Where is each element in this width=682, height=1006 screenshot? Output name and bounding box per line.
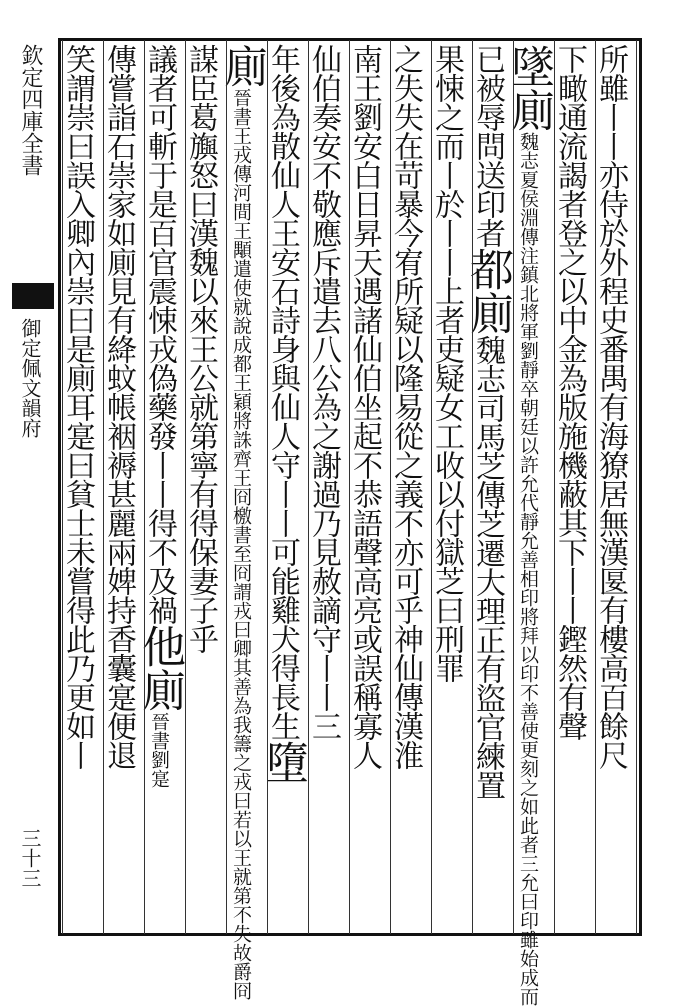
column-text: 仙伯奏安不敬應斥遣去八公為之謝過乃見赦謫守丨丨三 [306, 44, 341, 740]
column-rule [267, 40, 268, 934]
column-rule [472, 40, 473, 934]
text-column [134, 44, 185, 932]
column-text: 下瞰通流謁者登之以中金為版施機蔽其下丨丨鏗然有聲 [552, 44, 587, 740]
text-column [462, 44, 513, 932]
column-rule [595, 40, 596, 934]
text-column [60, 44, 101, 932]
headword: 廁 [216, 44, 267, 88]
column-rule [513, 40, 514, 934]
text-column [216, 44, 267, 1000]
column-text: 議者可斬于是百官震悚戎偽藥發丨丨得不及禍 [142, 44, 177, 624]
column-text: 年後為散仙人王安石詩身與仙人守丨丨可能雞犬得長生 [265, 44, 300, 740]
column-rule [226, 40, 227, 934]
column-text: 謀臣葛旟怒曰漢魏以來王公就第寧有得保妻子乎 [183, 44, 218, 653]
column-rule [636, 40, 637, 934]
column-text: 之失失在苛暴今宥所疑以隆易從之義不亦可乎神仙傳漢淮 [388, 44, 423, 769]
margin-book-title: 御定佩文韻府 [18, 318, 42, 438]
column-text: 果悚之而丨於丨丨上者吏疑女工收以付獄芝曰刑罪 [429, 44, 464, 682]
column-rule [103, 40, 104, 934]
text-column [388, 44, 429, 932]
annotation-text: 魏志夏侯淵傳注鎮北將軍劉靜卒朝廷以許允代靜允善相印將拜以印不善使更刻之如此者三允曰印雖始成而 [517, 132, 539, 1006]
headword: 墮 [257, 740, 308, 784]
column-rule [144, 40, 145, 934]
column-rule [62, 40, 63, 934]
annotation-text: 晉書王戎傳河間王顒遣使就說成都王穎將誅齊王冏檄書至冏謂戎曰卿其善為我籌之戎曰若以王就第不失故爵冏 [230, 88, 252, 1000]
text-column [593, 44, 634, 932]
text-column [306, 44, 347, 932]
text-column [503, 44, 554, 1006]
headword: 他廁 [134, 624, 185, 712]
margin-header: 欽定四庫全書 [18, 44, 43, 176]
column-text: 南王劉安白日昇天遇諸仙伯坐起不恭語聲高亮或誤稱寡人 [347, 44, 382, 769]
text-column [101, 44, 142, 932]
column-text: 笑謂崇曰誤入卿內崇曰是廁耳寔曰貧士未嘗得此乃更如丨 [60, 44, 95, 769]
column-text: 已被辱問送印者 [470, 44, 505, 247]
headword: 都廁 [462, 247, 513, 335]
column-rule [308, 40, 309, 934]
text-column [257, 44, 308, 932]
column-rule [554, 40, 555, 934]
fishtail-mark [12, 283, 54, 309]
column-rule [431, 40, 432, 934]
text-column [552, 44, 593, 932]
column-rule [185, 40, 186, 934]
column-text: 魏志司馬芝傳芝遷大理正有盜官練置 [470, 335, 505, 799]
column-text: 所雖丨丨亦侍於外程史番禺有海獠居無漢匽有樓高百餘尺 [593, 44, 628, 769]
headword: 墜廁 [503, 44, 554, 132]
annotation-text: 晉書劉寔 [148, 712, 170, 788]
column-rule [390, 40, 391, 934]
text-column [347, 44, 388, 932]
margin-page-number: 三十三 [18, 828, 42, 888]
column-text: 傳嘗詣石崇家如廁見有絳蚊帳裀褥甚麗兩婢持香囊寔便退 [101, 44, 136, 769]
column-rule [349, 40, 350, 934]
text-column [429, 44, 470, 932]
text-column [183, 44, 224, 932]
